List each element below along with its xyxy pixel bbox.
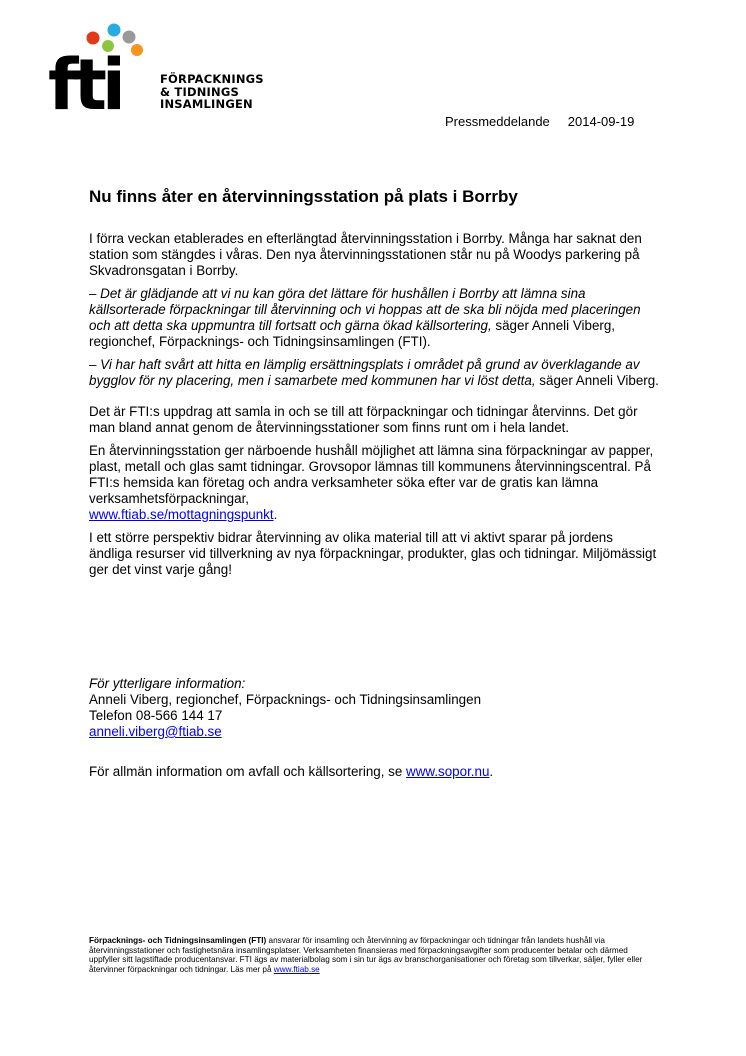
contact-phone: Telefon 08-566 144 17 xyxy=(89,708,223,723)
paragraph-intro: I förra veckan etablerades en efterlängtad återvinningsstation i Borrby. Många har saknat den station som stängdes i våras. Den nya återvinningsstationen står nu på Woodys parkering på Skvadronsgatan i Borrby. xyxy=(89,231,642,278)
logo-line-2: & TIDNINGS xyxy=(160,84,239,99)
contact-heading-text: För ytterligare information: xyxy=(89,676,246,691)
quote-2-text: – Vi har haft svårt att hitta en lämplig ersättningsplats i området på grund av överklagande av bygglov för ny placering, men i samarbete med kommunen har vi löst detta, xyxy=(89,357,640,388)
footer-ftiab-link[interactable]: www.ftiab.se xyxy=(273,964,320,974)
footer-text: ansvarar för insamling och återvinning av förpackningar och tidningar från landets hushåll via återvinningsstationer och fastighetsnära insamlingsplatser. Verksamheten finansieras med förpackningsavgifter som producenter betalar och därmed uppfyller sitt lagstiftade producentansvar. FTI ägs av materialbolag som i sin tur ägs av branschorganisationer och företag som tillverkar, säljer, fyller eller återvinner förpackningar och tidningar. Läs mer på xyxy=(89,936,643,974)
station-info-end: . xyxy=(273,507,278,522)
fti-logo xyxy=(48,22,288,122)
doc-date: 2014-09-19 xyxy=(567,114,635,129)
sopor-link[interactable]: www.sopor.nu xyxy=(406,764,490,779)
logo-dot-red xyxy=(87,32,100,45)
logo-mark-text: fti xyxy=(48,44,121,117)
paragraph-perspective: I ett större perspektiv bidrar återvinning av olika material till att vi aktivt sparar på jordens ändliga resurser vid tillverkning av nya förpackningar, produkter, glas och tidningar. Miljömässigt ger det vinst varje gång! xyxy=(89,530,657,577)
footer-org: Förpacknings- och Tidningsinsamlingen (FTI) xyxy=(89,936,267,945)
logo-line-1: FÖRPACKNINGS xyxy=(160,72,264,86)
paragraph-quote-2 xyxy=(89,357,659,389)
paragraph-station-info xyxy=(89,443,659,523)
quote-1-attribution: säger Anneli Viberg, regionchef, Förpacknings- och Tidningsinsamlingen (FTI). xyxy=(89,318,616,349)
contact-heading xyxy=(89,676,659,692)
logo-dot-blue xyxy=(108,24,121,37)
paragraph-quote-1 xyxy=(89,286,659,350)
contact-block xyxy=(89,676,659,740)
general-info-text: För allmän information om avfall och källsortering, se xyxy=(89,764,407,779)
page-title: Nu finns åter en återvinningsstation på plats i Borrby xyxy=(89,187,518,206)
footer-boilerplate xyxy=(89,936,649,974)
contact-email-link[interactable]: anneli.viberg@ftiab.se xyxy=(89,724,222,739)
logo-wordmark xyxy=(160,73,264,111)
press-body xyxy=(89,231,659,585)
quote-1-text: – Det är glädjande att vi nu kan göra det lättare för hushållen i Borrby att lämna sina källsorterade förpackningar till återvinning och vi hoppas att de ska bli nöjda med placeringen och att detta ska uppmuntra till fortsatt och gärna ökad källsortering, xyxy=(89,286,641,333)
contact-name-role: Anneli Viberg, regionchef, Förpacknings- och Tidningsinsamlingen xyxy=(89,692,482,707)
general-info-end: . xyxy=(489,764,494,779)
general-info xyxy=(89,764,493,779)
logo-line-3: INSAMLINGEN xyxy=(160,97,253,111)
document-header xyxy=(445,114,634,129)
paragraph-mission: Det är FTI:s uppdrag att samla in och se till att förpackningar och tidningar återvinns. Det gör man bland annat genom de återvinningsstationer som finns runt om i hela landet. xyxy=(89,404,638,435)
mottagningspunkt-link[interactable]: www.ftiab.se/mottagningspunkt xyxy=(89,507,274,522)
quote-2-attribution: säger Anneli Viberg. xyxy=(535,373,659,388)
station-info-text: En återvinningsstation ger närboende hushåll möjlighet att lämna sina förpackningar av papper, plast, metall och glas samt tidningar. Grovsopor lämnas till kommunens återvinningscentral. På FTI:s hemsida kan företag och andra verksamheter söka efter var de gratis kan lämna verksamhetsförpackningar, xyxy=(89,443,654,506)
doc-type: Pressmeddelande xyxy=(445,114,550,129)
logo-dot-orange xyxy=(131,44,143,56)
logo-dot-gray xyxy=(123,31,136,44)
fti-logo-mark xyxy=(48,22,158,117)
